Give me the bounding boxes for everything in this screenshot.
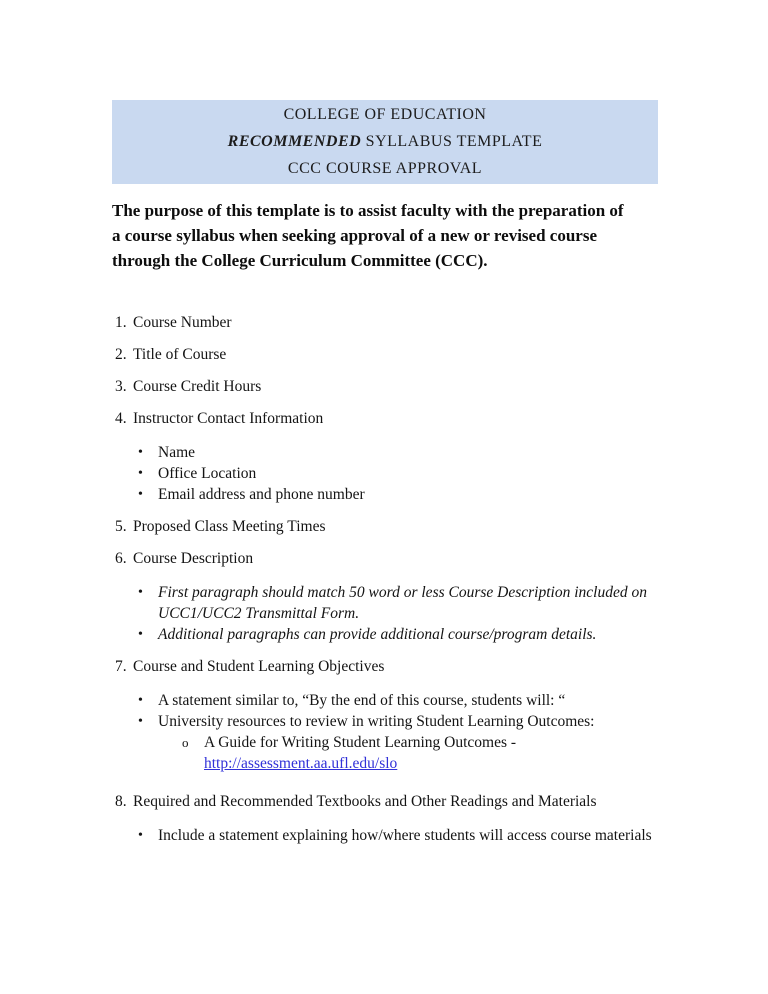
item-number: 8. [115,793,127,810]
list-item-credit-hours [112,377,658,397]
list-item-learning-objectives [112,657,658,677]
slo-guide-link[interactable]: http://assessment.aa.ufl.edu/slo [204,755,398,772]
instructor-contact-bullets [112,442,658,505]
item-number: 4. [115,410,127,427]
item-number: 7. [115,658,127,675]
item-label: Title of Course [133,346,227,363]
item-label: Course Credit Hours [133,378,262,395]
bullet-text: A statement similar to, “By the end of this course, students will: “ [158,692,566,709]
syllabus-item-list [112,313,658,846]
intro-paragraph [112,198,658,273]
list-item-meeting-times [112,517,658,537]
document-content [112,100,658,858]
bullet-icon: • [138,693,143,708]
bullet-item [112,711,658,732]
item-number: 3. [115,378,127,395]
banner-line-approval: CCC COURSE APPROVAL [287,160,483,177]
course-description-bullets [112,582,658,645]
bullet-text: First paragraph should match 50 word or less Course Description included on UCC1/UCC2 Transmittal Form. [158,584,647,622]
bullet-text: Name [158,444,196,461]
banner-recommended-emphasis: RECOMMENDED [227,133,362,150]
bullet-text: University resources to review in writing Student Learning Outcomes: [158,713,595,730]
list-item-course-title [112,345,658,365]
intro-line-1: The purpose of this template is to assist faculty with the preparation of [112,201,624,220]
bullet-icon: • [138,828,143,843]
item-label: Course Description [133,550,254,567]
item-number: 5. [115,518,127,535]
bullet-icon: • [138,445,143,460]
learning-objectives-bullets [112,690,658,774]
title-banner [112,100,658,184]
bullet-item [112,463,658,484]
bullet-item [112,442,658,463]
bullet-text: Include a statement explaining how/where students will access course materials [158,827,652,844]
circle-bullet-icon: o [182,735,189,750]
item-label: Required and Recommended Textbooks and Other Readings and Materials [133,793,597,810]
item-label: Course and Student Learning Objectives [133,658,385,675]
bullet-item [112,484,658,505]
bullet-item [112,582,658,624]
item-number: 2. [115,346,127,363]
sub-bullet-content [204,732,516,774]
bullet-item [112,825,658,846]
bullet-icon: • [138,585,143,600]
banner-line-college: COLLEGE OF EDUCATION [283,106,487,123]
bullet-icon: • [138,487,143,502]
item-number: 1. [115,314,127,331]
list-item-textbooks [112,792,658,812]
item-number: 6. [115,550,127,567]
sub-bullet-item [112,732,658,774]
textbooks-bullets [112,825,658,846]
item-label: Instructor Contact Information [133,410,324,427]
bullet-item [112,624,658,645]
intro-line-3: through the College Curriculum Committee (CCC). [112,251,488,270]
bullet-text: Additional paragraphs can provide additional course/program details. [158,626,597,643]
bullet-icon: • [138,627,143,642]
banner-template-rest: SYLLABUS TEMPLATE [361,133,543,150]
bullet-text: Office Location [158,465,257,482]
banner-line-template [112,128,658,155]
bullet-icon: • [138,714,143,729]
bullet-item [112,690,658,711]
intro-line-2: a course syllabus when seeking approval of a new or revised course [112,226,597,245]
item-label: Proposed Class Meeting Times [133,518,326,535]
list-item-instructor-contact [112,409,658,429]
slo-guide-text: A Guide for Writing Student Learning Outcomes - [204,734,517,751]
bullet-icon: • [138,466,143,481]
bullet-text: Email address and phone number [158,486,365,503]
list-item-course-description [112,549,658,569]
list-item-course-number [112,313,658,333]
item-label: Course Number [133,314,232,331]
